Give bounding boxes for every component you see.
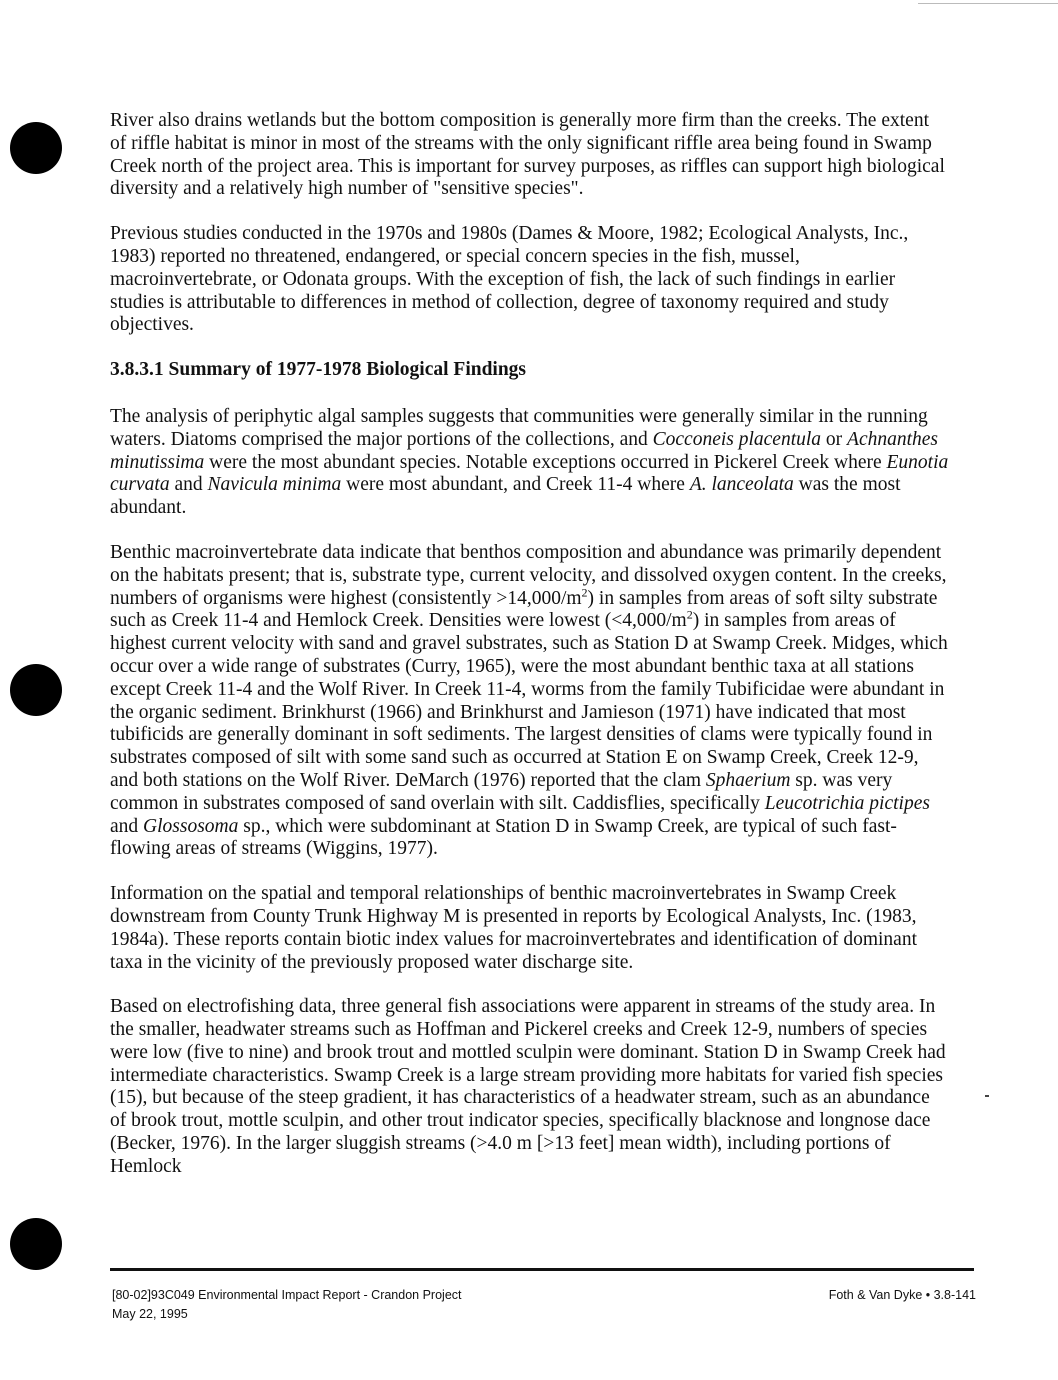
- species-name: Eunotia curvata: [110, 451, 949, 496]
- superscript: 2: [686, 607, 693, 622]
- text-run: was the most abundant.: [110, 474, 901, 519]
- text-run: were most abundant, and Creek 11-4 where: [341, 474, 690, 496]
- document-body: [110, 110, 950, 1201]
- text-run: and: [110, 815, 144, 837]
- footer-page-reference: Foth & Van Dyke • 3.8-141: [828, 1288, 976, 1302]
- scan-speck: [985, 1095, 989, 1097]
- text-run: The analysis of periphytic algal samples suggests that communities were generally similar in the running waters. Diatoms comprised the major portions of the collections, and: [110, 405, 928, 450]
- species-name: Sphaerium: [705, 769, 791, 791]
- section-heading: 3.8.3.1 Summary of 1977-1978 Biological Findings: [110, 359, 527, 381]
- paragraph-benthic-macroinvertebrates: [110, 542, 950, 861]
- text-run: Benthic macroinvertebrate data indicate that benthos composition and abundance was primarily dependent on the habitats present; that is, substrate type, current velocity, and dissolved oxygen content. In the creeks, numbers of organisms were highest (consistently >14,000/m: [110, 541, 947, 609]
- paragraph-previous-studies: Previous studies conducted in the 1970s and 1980s (Dames & Moore, 1982; Ecological Analysts, Inc., 1983) reported no threatened, endangered, or special concern species in the fish, mussel, macroinvertebrate, or Odonata groups. With the exception of fish, the lack of such findings in earlier studies is attributable to differences in method of collection, degree of taxonomy required and study objectives.: [110, 223, 909, 336]
- footer-left: [112, 1286, 462, 1324]
- paragraph-electrofishing: Based on electrofishing data, three general fish associations were apparent in streams of the study area. In the smaller, headwater streams such as Hoffman and Pickerel creeks and Creek 12-9, numbers of species were low (five to nine) and brook trout and mottled sculpin were dominant. Station D in Swamp Creek had intermediate characteristics. Swamp Creek is a large stream providing more habitats for varied fish species (15), but because of the steep gradient, it has characteristics of a headwater stream, such as an abundance of brook trout, mottle sculpin, and other trout indicator species, specifically blacknose and longnose dace (Becker, 1976). In the larger sluggish streams (>4.0 m [>13 feet] mean width), including portions of Hemlock: [110, 996, 946, 1177]
- species-name: Glossosoma: [143, 815, 239, 837]
- footer-rule: [110, 1268, 974, 1271]
- text-run: sp., which were subdominant at Station D in Swamp Creek, are typical of such fast-flowing areas of streams (Wiggins, 1977).: [110, 815, 897, 860]
- species-name: Leucotrichia pictipes: [764, 792, 930, 814]
- punch-hole-middle: [10, 664, 62, 716]
- text-run: or: [821, 428, 848, 450]
- paragraph-spatial-temporal: Information on the spatial and temporal relationships of benthic macroinvertebrates in Swamp Creek downstream from County Trunk Highway M is presented in reports by Ecological Analysts, Inc. (1983, 1984a). These reports contain biotic index values for macroinvertebrates and identification of dominant taxa in the vicinity of the previously proposed water discharge site.: [110, 883, 918, 973]
- species-name: Navicula minima: [207, 474, 342, 496]
- species-name: A. lanceolata: [689, 474, 794, 496]
- top-edge-line: [918, 3, 1058, 4]
- species-name: Cocconeis placentula: [652, 428, 822, 450]
- text-run: ) in samples from areas of soft silty substrate such as Creek 11-4 and Hemlock Creek. Densities were lowest (<4,000/m: [110, 587, 938, 632]
- paragraph-periphytic-algae: [110, 406, 950, 520]
- text-run: and: [169, 474, 208, 496]
- superscript: 2: [581, 585, 588, 600]
- text-run: ) in samples from areas of highest current velocity with sand and gravel substrates, such as Station D at Swamp Creek. Midges, which occur over a wide range of substrates (Curry, 1965), were the most abundant benthic taxa at all stations except Creek 11-4 and the Wolf River. In Creek 11-4, worms from the family Tubificidae were abundant in the organic sediment. Brinkhurst (1966) and Brinkhurst and Jamieson (1971) have indicated that most tubificids are generally dominant in soft sediments. The largest densities of clams were typically found in substrates composed of silt with some sand such as occurred at Station E on Swamp Creek, Creek 12-9, and both stations on the Wolf River. DeMarch (1976) reported that the clam: [110, 610, 948, 791]
- footer-document-id: [80-02]93C049 Environmental Impact Report - Crandon Project: [112, 1288, 462, 1302]
- species-name: Achnanthes minutissima: [110, 428, 939, 473]
- text-run: sp. was very common in substrates composed of sand overlain with silt. Caddisflies, specifically: [110, 769, 893, 814]
- paragraph-riffle-habitat: River also drains wetlands but the bottom composition is generally more firm than the creeks. The extent of riffle habitat is minor in most of the streams with the only significant riffle area being found in Swamp Creek north of the project area. This is important for survey purposes, as riffles can support high biological diversity and a relatively high number of "sensitive species".: [110, 110, 945, 200]
- text-run: were the most abundant species. Notable exceptions occurred in Pickerel Creek where: [204, 451, 887, 473]
- footer-date: May 22, 1995: [112, 1307, 188, 1321]
- punch-hole-bottom: [10, 1218, 62, 1270]
- punch-hole-top: [10, 122, 62, 174]
